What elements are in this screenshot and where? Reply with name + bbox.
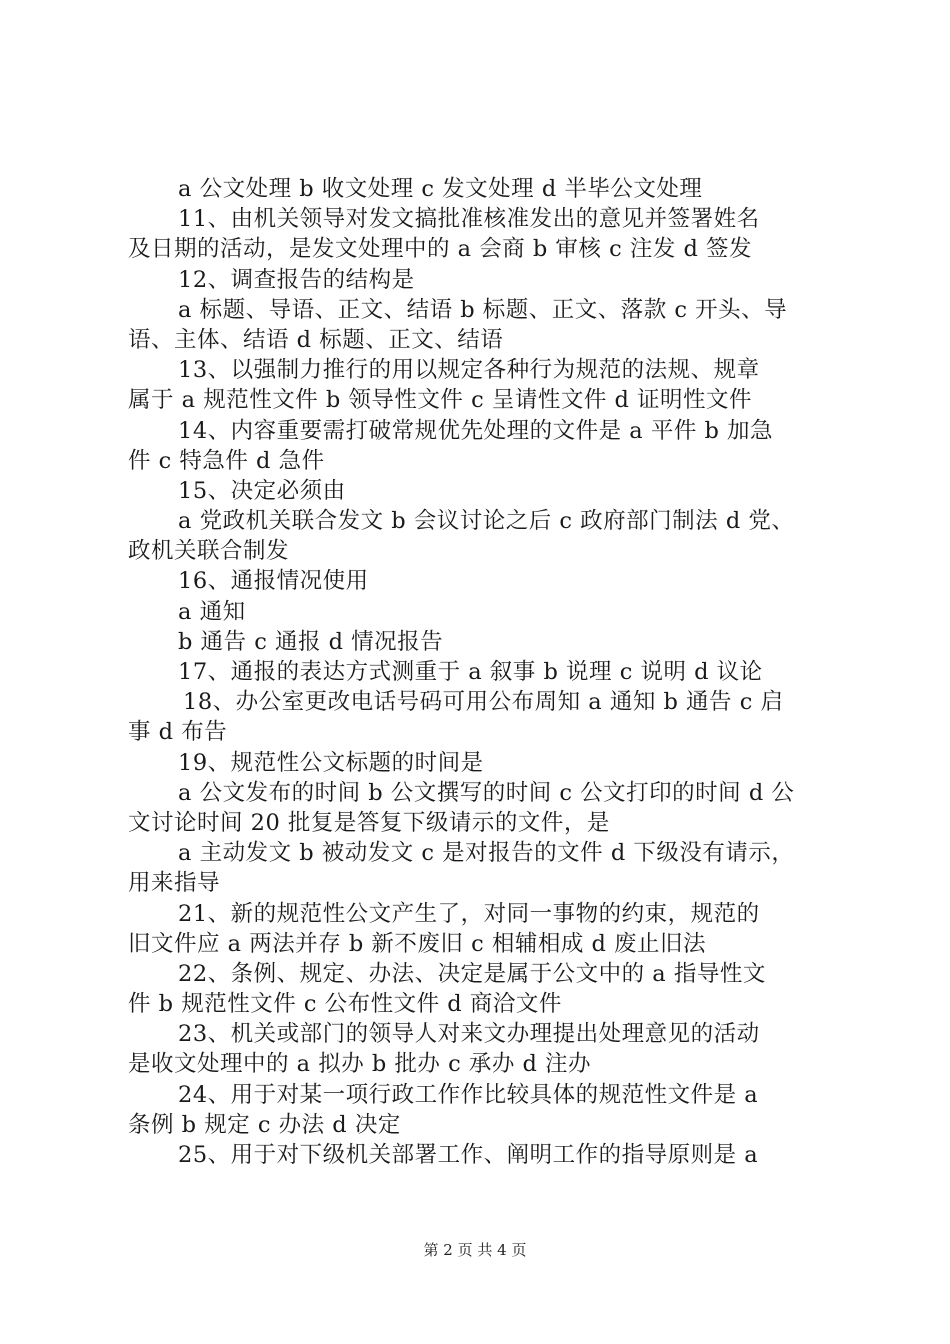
question-19-line-1: 19、规范性公文标题的时间是	[178, 749, 484, 776]
question-16-options-line-1: a 通知	[178, 598, 246, 625]
text-line: a 公文处理 b 收文处理 c 发文处理 d 半毕公文处理	[178, 176, 703, 202]
question-22-line-1: 22、条例、规定、办法、决定是属于公文中的 a 指导性文	[178, 960, 766, 987]
question-24-line-2: 条例 b 规定 c 办法 d 决定	[128, 1111, 401, 1138]
question-18-line-2: 事 d 布告	[128, 719, 228, 746]
question-18-line-1: 18、办公室更改电话号码可用公布周知 a 通知 b 通告 c 启	[183, 689, 784, 716]
question-15-options-line-1: a 党政机关联合发文 b 会议讨论之后 c 政府部门制法 d 党、	[178, 508, 795, 535]
question-14-line-1: 14、内容重要需打破常规优先处理的文件是 a 平件 b 加急	[178, 417, 774, 444]
question-13-line-1: 13、以强制力推行的用以规定各种行为规范的法规、规章	[178, 357, 760, 384]
question-24-line-1: 24、用于对某一项行政工作作比较具体的规范性文件是 a	[178, 1081, 759, 1108]
question-19-options-line-1: a 公文发布的时间 b 公文撰写的时间 c 公文打印的时间 d 公	[178, 779, 795, 806]
question-16-options-line-2: b 通告 c 通报 d 情况报告	[178, 628, 444, 655]
page-number-footer: 第 2 页 共 4 页	[423, 1241, 527, 1259]
question-15-line-1: 15、决定必须由	[178, 477, 346, 504]
question-17-line-1: 17、通报的表达方式测重于 a 叙事 b 说理 c 说明 d 议论	[178, 659, 763, 685]
question-11-line-2: 及日期的活动，是发文处理中的 a 会商 b 审核 c 注发 d 签发	[128, 236, 753, 263]
question-12-options-line-2: 语、主体、结语 d 标题、正文、结语	[128, 326, 504, 353]
question-12-options-line-1: a 标题、导语、正文、结语 b 标题、正文、落款 c 开头、导	[178, 296, 788, 323]
question-21-line-2: 旧文件应 a 两法并存 b 新不废旧 c 相辅相成 d 废止旧法	[128, 930, 707, 957]
question-19-options-line-2: 文讨论时间 20 批复是答复下级请示的文件，是	[128, 809, 610, 836]
question-15-options-line-2: 政机关联合制发	[128, 538, 290, 565]
question-21-line-1: 21、新的规范性公文产生了，对同一事物的约束，规范的	[178, 900, 760, 927]
document-body	[128, 174, 840, 1170]
question-25-line-1: 25、用于对下级机关部署工作、阐明工作的指导原则是 a	[178, 1142, 759, 1168]
question-20-options-line-1: a 主动发文 b 被动发文 c 是对报告的文件 d 下级没有请示，	[178, 840, 795, 867]
question-23-line-2: 是收文处理中的 a 拟办 b 批办 c 承办 d 注办	[128, 1051, 592, 1078]
question-20-options-line-2: 用来指导	[128, 870, 221, 897]
question-22-line-2: 件 b 规范性文件 c 公布性文件 d 商洽文件	[128, 991, 562, 1018]
question-14-line-2: 件 c 特急件 d 急件	[128, 447, 325, 474]
question-16-line-1: 16、通报情况使用	[178, 568, 369, 595]
question-13-line-2: 属于 a 规范性文件 b 领导性文件 c 呈请性文件 d 证明性文件	[128, 387, 753, 414]
question-12-line-1: 12、调查报告的结构是	[178, 266, 415, 293]
question-11-line-1: 11、由机关领导对发文搞批准核准发出的意见并签署姓名	[178, 206, 760, 233]
question-23-line-1: 23、机关或部门的领导人对来文办理提出处理意见的活动	[178, 1021, 760, 1048]
